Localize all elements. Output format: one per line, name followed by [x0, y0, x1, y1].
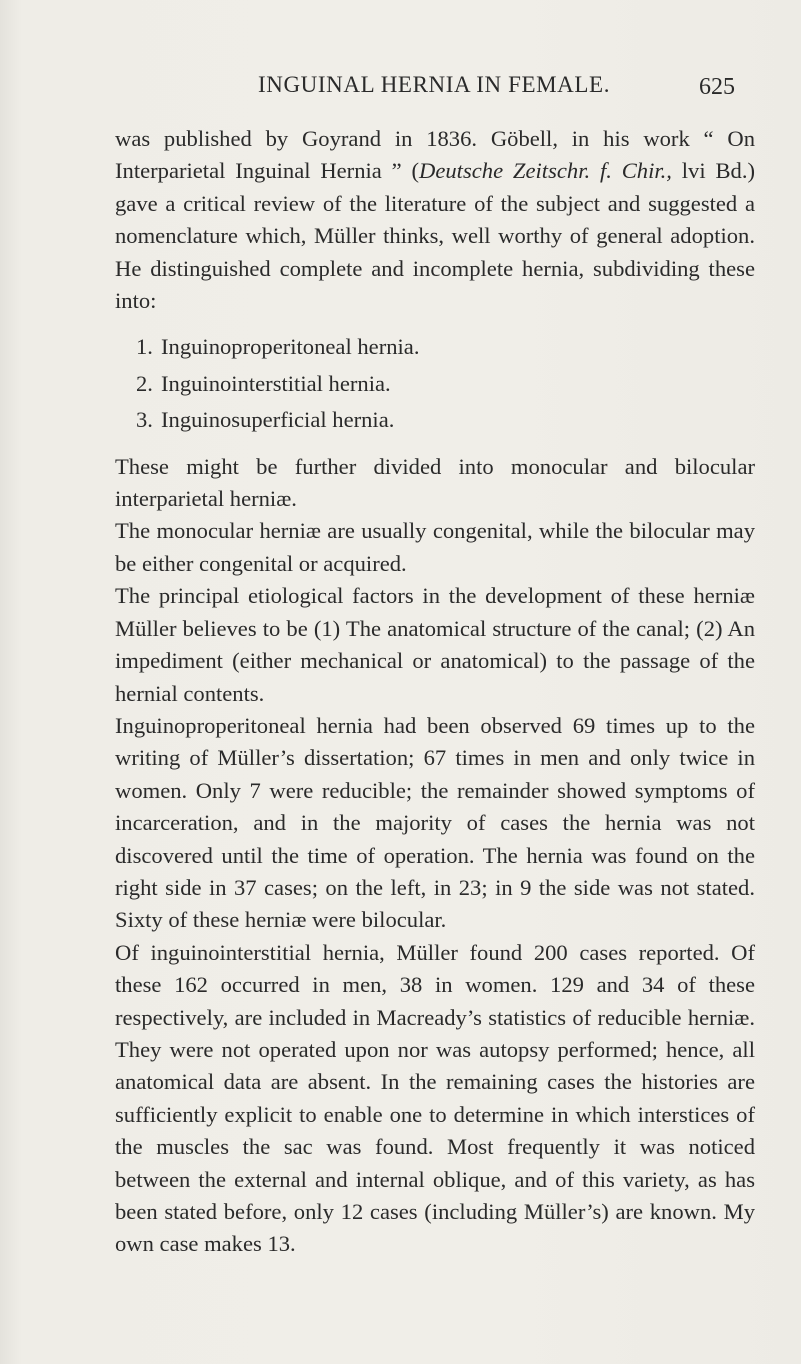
- list-item-text: Inguinosuperficial hernia.: [161, 407, 395, 433]
- list-item-number: 2.: [136, 370, 153, 396]
- intro-text-end: lvi Bd.) gave a critical review of the literature of the subject and suggested a nomenclature which, Müller thinks, well worthy of general adoption. He distinguished complete and incomplete hernia, subdividing these into:: [115, 158, 756, 314]
- intro-text-start: was published by Goyrand in 1836. Göbell, in his work “ On Interparietal Inguinal Hernia ” (: [115, 126, 755, 184]
- running-title: INGUINAL HERNIA IN FEMALE.: [258, 72, 611, 97]
- body-text: [115, 123, 755, 1261]
- paragraph-congenital: The monocular herniæ are usually congenital, while the bilocular may be either congenital or acquired.: [115, 518, 755, 576]
- journal-citation: Deutsche Zeitschr. f. Chir.,: [419, 158, 672, 184]
- list-item: [136, 404, 755, 436]
- page-number: 625: [699, 74, 735, 100]
- list-item: [136, 368, 755, 400]
- paragraph-inguinointerstitial: Of inguinointerstitial hernia, Müller found 200 cases reported. Of these 162 occurred in men, 38 in women. 129 and 34 of these respectively, are included in Macready’s statistics of reducible herniæ. They were not operated upon nor was autopsy performed; hence, all anatomical data are absent. In the remaining cases the histories are sufficiently explicit to enable one to determine in which interstices of the muscles the sac was found. Most frequently it was noticed between the external and internal oblique, and of this variety, as has been stated before, only 12 cases (including Müller’s) are known. My own case makes 13.: [115, 939, 755, 1257]
- paragraph-inguinoproperitoneal: Inguinoproperitoneal hernia had been observed 69 times up to the writing of Müller’s dissertation; 67 times in men and only twice in women. Only 7 were reducible; the remainder showed symptoms of incarceration, and in the majority of cases the hernia was not discovered until the time of operation. The hernia was found on the right side in 37 cases; on the left, in 23; in 9 the side was not stated. Sixty of these herniæ were bilocular.: [115, 712, 755, 933]
- list-item-number: 1.: [136, 334, 153, 360]
- paragraph-etiology: The principal etiological factors in the development of these herniæ Müller believes to be (1) The anatomical structure of the canal; (2) An impediment (either mechanical or anatomical) to the passage of the hernial contents.: [115, 583, 755, 706]
- list-item-text: Inguinointerstitial hernia.: [161, 370, 391, 396]
- list-item-text: Inguinoproperitoneal hernia.: [161, 334, 420, 360]
- list-item-number: 3.: [136, 407, 153, 433]
- intro-paragraph: [115, 123, 755, 317]
- paragraph-monocular-bilocular: These might be further divided into monocular and bilocular interparietal herniæ.: [115, 453, 755, 512]
- list-item: [136, 331, 755, 363]
- hernia-classification-list: [136, 331, 755, 436]
